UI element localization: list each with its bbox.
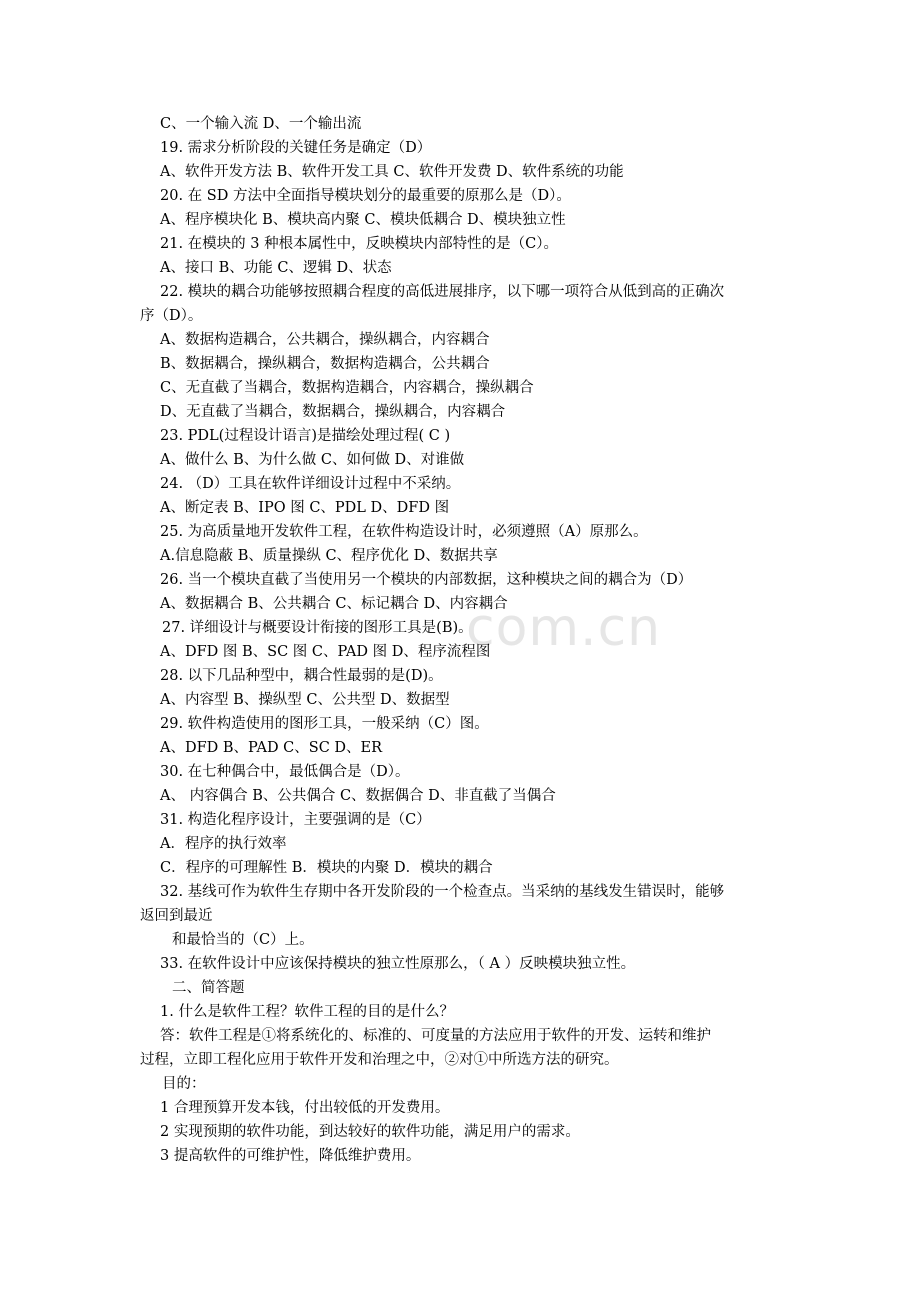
option-31-a: A．程序的执行效率 [160,836,287,852]
question-24: 24. （D）工具在软件详细设计过程中不采纳。 [160,476,461,492]
option-22-c: C、无直截了当耦合，数据构造耦合，内容耦合，操纵耦合 [160,380,534,396]
question-32-tail: 和最恰当的（C）上。 [172,932,314,948]
options-30: A、 内容偶合 B、公共偶合 C、数据偶合 D、非直截了当偶合 [160,788,556,804]
option-22-b: B、数据耦合，操纵耦合，数据构造耦合，公共耦合 [160,356,490,372]
purpose-item-1: 1 合理预算开发本钱，付出较低的开发费用。 [160,1100,450,1116]
question-19: 19. 需求分析阶段的关键任务是确定（D） [160,140,432,156]
question-31: 31. 构造化程序设计，主要强调的是（C） [160,812,431,828]
question-22: 22. 模块的耦合功能够按照耦合程度的高低进展排序，以下哪一项符合从低到高的正确次 [160,284,725,300]
answer-1-continued: 过程，立即工程化应用于软件开发和治理之中，②对①中所选方法的研究。 [140,1052,619,1068]
question-28: 28. 以下几品种型中，耦合性最弱的是(D)。 [160,668,443,684]
purpose-item-2: 2 实现预期的软件功能，到达较好的软件功能，满足用户的需求。 [160,1124,580,1140]
text-line: C、一个输入流 D、一个输出流 [160,116,362,132]
question-33: 33. 在软件设计中应该保持模块的独立性原那么，（ A ）反映模块独立性。 [160,956,636,972]
question-30: 30. 在七种偶合中，最低偶合是（D）。 [160,764,410,780]
question-32-continued: 返回到最近 [140,908,213,924]
purpose-label: 目的： [162,1076,206,1092]
options-20: A、程序模块化 B、模块高内聚 C、模块低耦合 D、模块独立性 [160,212,566,228]
short-answer-1: 1. 什么是软件工程？软件工程的目的是什么？ [160,1004,454,1020]
question-29: 29. 软件构造使用的图形工具，一般采纳（C）图。 [160,716,489,732]
question-23: 23. PDL(过程设计语言)是描绘处理过程( C ) [160,428,451,444]
options-26: A、数据耦合 B、公共耦合 C、标记耦合 D、内容耦合 [160,596,508,612]
section-heading: 二、简答题 [172,980,245,996]
question-26: 26. 当一个模块直截了当使用另一个模块的内部数据，这种模块之间的耦合为（D） [160,572,693,588]
question-20: 20. 在 SD 方法中全面指导模块划分的最重要的原那么是（D）。 [160,188,571,204]
answer-1: 答：软件工程是①将系统化的、标准的、可度量的方法应用于软件的开发、运转和维护 [160,1028,711,1044]
document-body [140,112,790,1168]
question-25: 25. 为高质量地开发软件工程，在软件构造设计时，必须遵照（A）原那么。 [160,524,648,540]
question-21: 21. 在模块的 3 种根本属性中，反映模块内部特性的是（C）。 [160,236,558,252]
watermark: com.cn [466,598,662,658]
options-19: A、软件开发方法 B、软件开发工具 C、软件开发费 D、软件系统的功能 [160,164,624,180]
question-27: 27. 详细设计与概要设计衔接的图形工具是(B)。 [162,620,473,636]
purpose-item-3: 3 提高软件的可维护性，降低维护费用。 [160,1148,421,1164]
options-31-rest: C．程序的可理解性 B．模块的内聚 D．模块的耦合 [160,860,493,876]
options-25: A.信息隐蔽 B、质量操纵 C、程序优化 D、数据共享 [160,548,498,564]
options-28: A、内容型 B、操纵型 C、公共型 D、数据型 [160,692,450,708]
options-24: A、断定表 B、IPO 图 C、PDL D、DFD 图 [160,500,450,516]
question-32: 32. 基线可作为软件生存期中各开发阶段的一个检查点。当采纳的基线发生错误时，能够 [160,884,725,900]
options-21: A、接口 B、功能 C、逻辑 D、状态 [160,260,392,276]
options-27: A、DFD 图 B、SC 图 C、PAD 图 D、程序流程图 [160,644,491,660]
option-22-a: A、数据构造耦合，公共耦合，操纵耦合，内容耦合 [160,332,490,348]
options-23: A、做什么 B、为什么做 C、如何做 D、对谁做 [160,452,465,468]
question-22-continued: 序（D）。 [140,308,203,324]
option-22-d: D、无直截了当耦合，数据耦合，操纵耦合，内容耦合 [160,404,506,420]
options-29: A、DFD B、PAD C、SC D、ER [160,740,383,756]
